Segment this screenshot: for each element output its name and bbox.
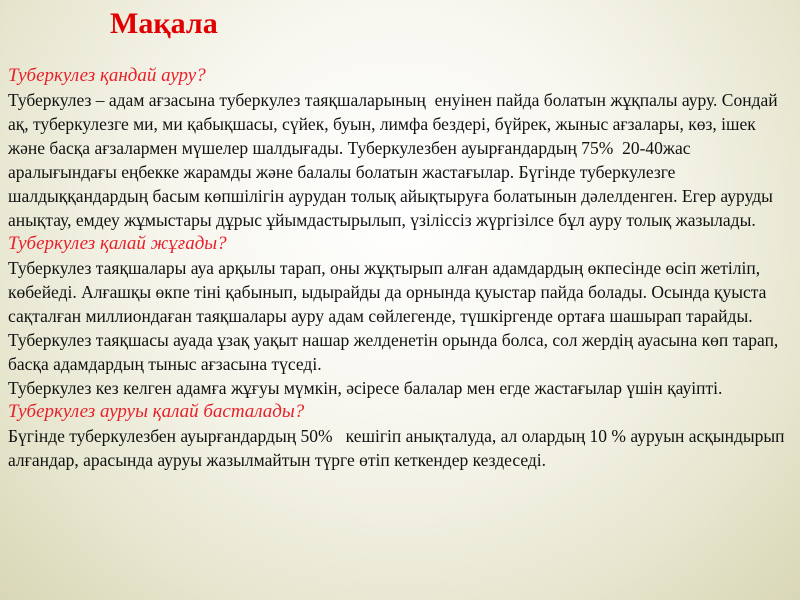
question-what-is-tb: Туберкулез қандай ауру? xyxy=(8,65,206,86)
answer-how-tb-spreads-p3: Туберкулез кез келген адамға жұғуы мүмкін, әсіресе балалар мен егде жастағылар үшін қауіпті. xyxy=(8,378,723,398)
question-how-tb-starts: Туберкулез ауруы қалай басталады? xyxy=(8,401,305,422)
question-how-tb-spreads: Туберкулез қалай жұғады? xyxy=(8,233,227,254)
answer-how-tb-spreads-p2: Туберкулез таяқшасы ауада ұзақ уақыт нашар желденетін орында болса, сол жердің ауасына көп тарап, басқа адамдардың тыныс ағзасына түседі. xyxy=(8,330,783,374)
article-body xyxy=(8,64,792,472)
answer-how-tb-spreads-p1: Туберкулез таяқшалары ауа арқылы тарап, оны жұқтырып алған адамдардың өкпесінде өсіп жетіліп, көбейеді. Алғашқы өкпе тіні қабынып, ыдырайды да орнында қуыстар пайда болады. Осында қуыста сақталған миллиондаған таяқшалары ауру адам сөйлегенде, түшкіргенде ортаға шашырап тарайды. xyxy=(8,258,771,326)
answer-what-is-tb: Туберкулез – адам ағзасына туберкулез таяқшаларының енуінен пайда болатын жұқпалы ауру. Сондай ақ, туберкулезге ми, ми қабықшасы, сүйек, буын, лимфа бездері, бүйрек, жыныс ағзалары, көз, ішек және басқа ағзалармен мүшелер шалдығады. Туберкулезбен ауырғандардың 75% 20-40жас аралығындағы еңбекке жарамды және балалы болатын жастағылар. Бүгінде туберкулезге шалдыққандардың басым көпшілігін аурудан толық айықтыруға болатынын дәлелденген. Егер ауруды анықтау, емдеу жұмыстары дұрыс ұйымдастырылып, үзіліссіз жүргізілсе бұл ауру толық жазылады. xyxy=(8,90,782,230)
page-title: Мақала xyxy=(110,7,218,40)
answer-how-tb-starts: Бүгінде туберкулезбен ауырғандардың 50% кешігіп анықталуда, ал олардың 10 % ауруын асқындырып алғандар, арасында ауруы жазылмайтын түрге өтіп кеткендер кездеседі. xyxy=(8,426,789,470)
